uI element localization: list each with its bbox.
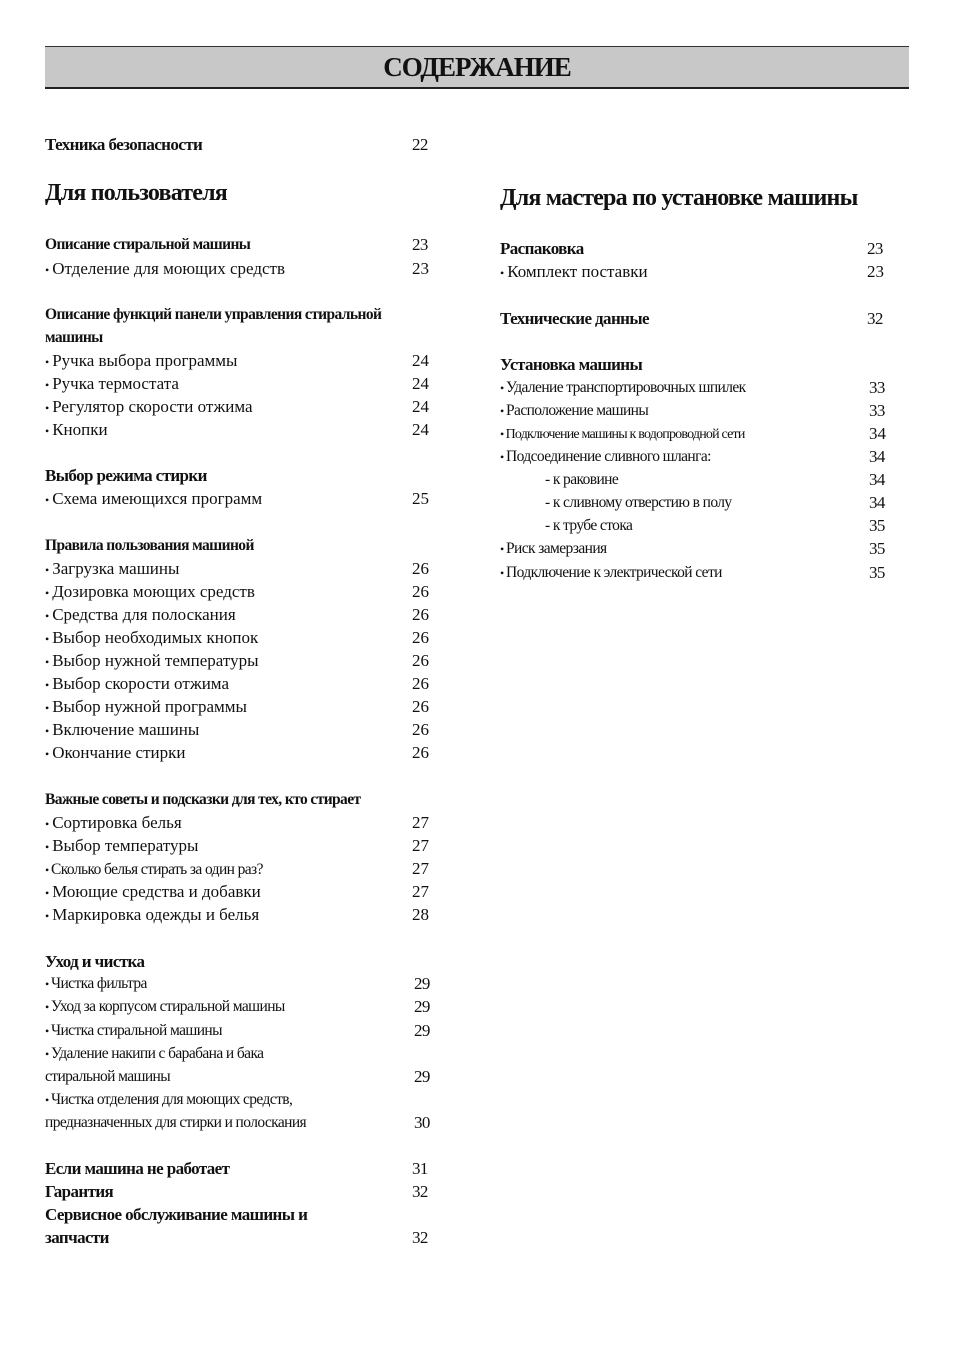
section-heading-user: Для пользователя	[45, 180, 227, 206]
toc-section-unpack[interactable]	[500, 239, 883, 259]
toc-entry[interactable]	[45, 882, 429, 903]
entry-page: 24	[412, 374, 429, 393]
entry-label: • Выбор необходимых кнопок	[45, 628, 258, 647]
toc-entry-not-working[interactable]	[45, 1159, 428, 1179]
entry-label: Гарантия	[45, 1182, 114, 1201]
entry-page: 22	[412, 135, 428, 154]
entry-page: 31	[412, 1159, 428, 1178]
entry-page: 27	[412, 813, 429, 832]
section-title: Описание стиральной машины	[45, 236, 251, 253]
toc-subentry[interactable]	[545, 470, 885, 490]
entry-page: 23	[412, 259, 429, 278]
entry-label: - к трубе стока	[545, 517, 633, 534]
page-title-bar	[45, 46, 909, 89]
entry-page: 35	[869, 539, 885, 558]
toc-entry[interactable]	[45, 905, 429, 926]
entry-page: 26	[412, 605, 429, 624]
toc-entry[interactable]	[500, 563, 885, 583]
entry-page: 32	[412, 1182, 428, 1201]
entry-page: 29	[414, 997, 430, 1016]
entry-label: • Риск замерзания	[500, 540, 607, 557]
toc-entry[interactable]	[45, 351, 429, 372]
toc-section-install[interactable]: Установка машины	[500, 355, 643, 374]
toc-section-care[interactable]: Уход и чистка	[45, 952, 145, 971]
entry-label: • Дозировка моющих средств	[45, 582, 255, 601]
toc-entry[interactable]	[45, 374, 429, 395]
entry-label: • Уход за корпусом стиральной машины	[45, 998, 285, 1015]
toc-entry-line2[interactable]	[45, 1067, 430, 1087]
toc-entry[interactable]	[45, 582, 429, 603]
toc-entry[interactable]	[500, 447, 885, 467]
entry-label: • Окончание стирки	[45, 743, 186, 762]
entry-page: 23	[867, 239, 883, 258]
entry-label: • Чистка отделения для моющих средств,	[45, 1091, 292, 1108]
toc-section-description[interactable]	[45, 235, 428, 255]
entry-label: • Ручка выбора программы	[45, 351, 237, 370]
section-title: Технические данные	[500, 309, 649, 328]
toc-section-controls-line1[interactable]: Описание функций панели управления стиральной	[45, 306, 382, 323]
entry-page: 34	[869, 424, 886, 443]
entry-label: • Подсоединение сливного шланга:	[500, 448, 711, 465]
entry-label: • Комплект поставки	[500, 262, 648, 281]
toc-entry[interactable]	[45, 605, 429, 626]
entry-page: 32	[867, 309, 883, 328]
entry-page: 26	[412, 743, 429, 762]
entry-label: Техника безопасности	[45, 135, 203, 154]
toc-entry[interactable]	[45, 559, 429, 580]
entry-label: запчасти	[45, 1228, 109, 1247]
entry-page: 29	[414, 1021, 430, 1040]
entry-page: 23	[412, 235, 428, 254]
entry-page: 26	[412, 697, 429, 716]
entry-page: 24	[412, 397, 429, 416]
entry-page: 29	[414, 974, 430, 993]
toc-entry[interactable]	[45, 813, 429, 834]
toc-entry-service-line1[interactable]: Сервисное обслуживание машины и	[45, 1205, 308, 1224]
toc-subentry[interactable]	[545, 493, 885, 513]
entry-page: 26	[412, 674, 429, 693]
entry-label: • Отделение для моющих средств	[45, 259, 285, 278]
toc-entry[interactable]	[45, 651, 429, 672]
entry-page: 23	[867, 262, 884, 281]
entry-label: • Удаление накипи с барабана и бака	[45, 1045, 263, 1062]
toc-entry[interactable]	[45, 997, 430, 1017]
entry-label: - к раковине	[545, 471, 619, 488]
entry-label: • Чистка фильтра	[45, 975, 147, 992]
entry-page: 29	[414, 1067, 430, 1086]
toc-entry[interactable]	[45, 259, 429, 280]
entry-label: • Удаление транспортировочных шпилек	[500, 379, 746, 396]
toc-section-controls-line2[interactable]: машины	[45, 329, 103, 346]
entry-page: 26	[412, 582, 429, 601]
toc-entry-warranty[interactable]	[45, 1182, 428, 1202]
entry-label: предназначенных для стирки и полоскания	[45, 1114, 307, 1131]
entry-label: • Включение машины	[45, 720, 199, 739]
entry-page: 27	[412, 882, 429, 901]
entry-page: 30	[414, 1113, 430, 1132]
toc-entry[interactable]	[45, 974, 430, 994]
toc-entry[interactable]	[45, 628, 429, 649]
entry-page: 32	[412, 1228, 428, 1247]
entry-page: 35	[869, 563, 885, 582]
entry-label: • Схема имеющихся программ	[45, 489, 262, 508]
toc-entry[interactable]	[500, 262, 884, 283]
toc-entry-service-line2[interactable]	[45, 1228, 428, 1248]
entry-label: • Сортировка белья	[45, 813, 182, 832]
toc-section-tips[interactable]: Важные советы и подсказки для тех, кто стирает	[45, 791, 361, 808]
toc-entry[interactable]	[500, 378, 885, 398]
toc-section-rules[interactable]: Правила пользования машиной	[45, 537, 254, 554]
entry-label: • Загрузка машины	[45, 559, 179, 578]
toc-entry[interactable]	[45, 397, 429, 418]
entry-page: 24	[412, 351, 429, 370]
entry-label: • Моющие средства и добавки	[45, 882, 261, 901]
entry-label: • Расположение машины	[500, 402, 648, 419]
toc-entry[interactable]	[500, 424, 886, 445]
toc-section-tech-data[interactable]	[500, 309, 883, 329]
entry-label: • Ручка термостата	[45, 374, 179, 393]
toc-entry[interactable]	[45, 697, 429, 718]
toc-entry[interactable]	[45, 420, 429, 441]
toc-entry[interactable]	[45, 720, 429, 741]
toc-subentry[interactable]	[545, 516, 885, 536]
section-heading-installer: Для мастера по установке машины	[500, 185, 858, 211]
toc-entry[interactable]	[45, 674, 429, 695]
entry-page: 27	[412, 836, 429, 855]
entry-page: 34	[869, 493, 885, 512]
entry-label: • Средства для полоскания	[45, 605, 236, 624]
entry-label: • Кнопки	[45, 420, 108, 439]
entry-label: - к сливному отверстию в полу	[545, 494, 732, 511]
toc-entry-safety[interactable]	[45, 135, 428, 155]
entry-page: 33	[869, 378, 885, 397]
toc-entry[interactable]	[45, 743, 429, 764]
entry-page: 26	[412, 559, 429, 578]
entry-label: Если машина не работает	[45, 1159, 230, 1178]
entry-label: • Подключение машины к водопроводной сети	[500, 427, 745, 442]
entry-label: • Маркировка одежды и белья	[45, 905, 259, 924]
page-title: СОДЕРЖАНИЕ	[383, 52, 571, 82]
entry-label: стиральной машины	[45, 1068, 171, 1085]
entry-page: 26	[412, 628, 429, 647]
toc-entry[interactable]	[500, 401, 885, 421]
entry-label: • Подключение к электрической сети	[500, 564, 722, 581]
entry-label: • Выбор скорости отжима	[45, 674, 229, 693]
entry-page: 26	[412, 720, 429, 739]
entry-page: 26	[412, 651, 429, 670]
toc-entry-line1[interactable]	[45, 1090, 292, 1110]
entry-label: • Выбор нужной программы	[45, 697, 247, 716]
section-title: Распаковка	[500, 239, 584, 258]
entry-page: 34	[869, 470, 885, 489]
toc-section-mode[interactable]: Выбор режима стирки	[45, 466, 207, 485]
entry-page: 25	[412, 489, 429, 508]
entry-page: 27	[412, 859, 429, 878]
entry-label: • Регулятор скорости отжима	[45, 397, 253, 416]
entry-page: 34	[869, 447, 885, 466]
toc-entry[interactable]	[45, 836, 429, 857]
entry-page: 33	[869, 401, 885, 420]
entry-page: 35	[869, 516, 885, 535]
entry-label: • Сколько белья стирать за один раз?	[45, 861, 263, 878]
entry-label: • Выбор нужной температуры	[45, 651, 259, 670]
entry-label: • Чистка стиральной машины	[45, 1022, 222, 1039]
toc-entry[interactable]	[45, 859, 429, 880]
toc-entry[interactable]	[45, 489, 429, 510]
toc-entry[interactable]	[500, 539, 885, 559]
toc-entry[interactable]	[45, 1021, 430, 1041]
toc-entry-line1[interactable]	[45, 1044, 263, 1064]
toc-entry-line2[interactable]	[45, 1113, 430, 1133]
entry-page: 24	[412, 420, 429, 439]
entry-label: • Выбор температуры	[45, 836, 198, 855]
entry-page: 28	[412, 905, 429, 924]
